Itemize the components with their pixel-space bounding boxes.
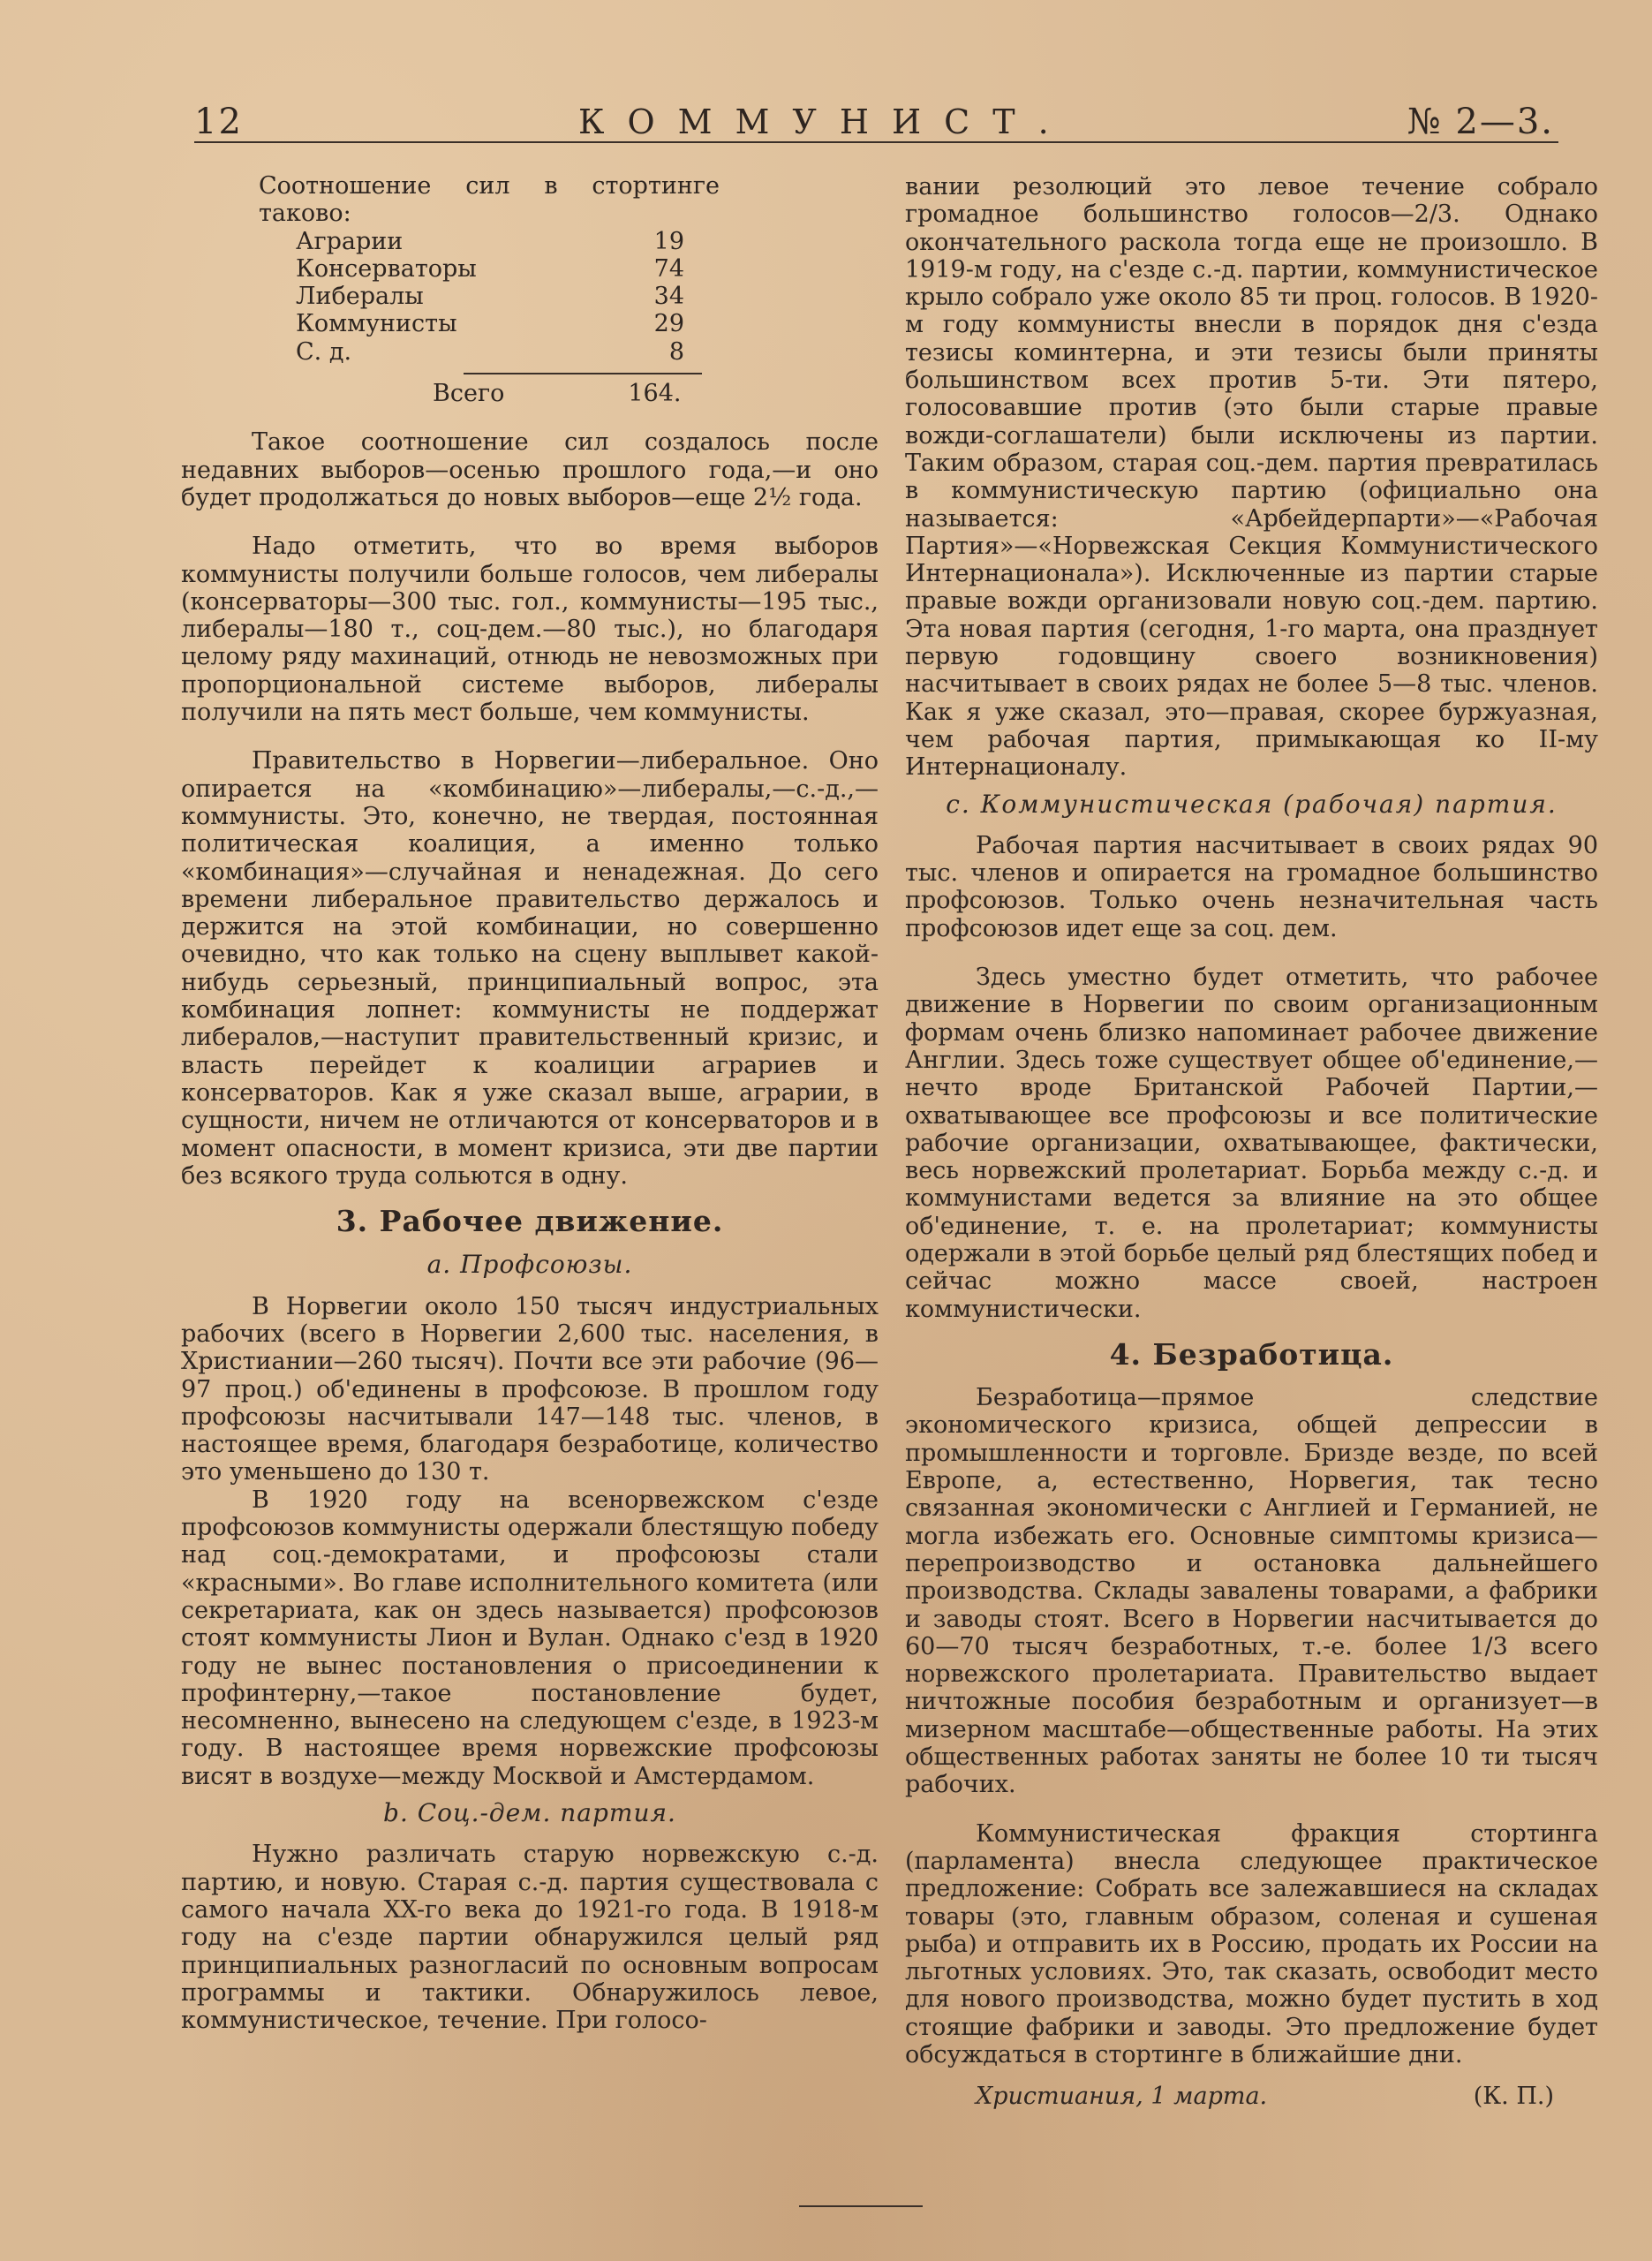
paragraph: В 1920 году на всенорвежском с'езде профсоюзов коммунисты одержали блестящую победу над соц.-демократами, и профсоюзы стали «красными». Во главе исполнительного комитета (или секретариата, как он здесь называется) профсоюзов стоят коммунисты Лион и Вулан. Однако с'езд в 1920 году не вынес постановления о присоединении к профинтерну,—такое постановление будет, несомненно, вынесено на следующем с'езде, в 1923-м году. В настоящее время норвежские профсоюзы висят в воздухе—между Москвой и Амстердамом. — [181, 1486, 879, 1790]
party-name: Аграрии — [296, 227, 404, 255]
party-seats: 29 — [653, 310, 684, 338]
paragraph: Рабочая партия насчитывает в своих рядах 90 тыс. членов и опирается на громадное большинство профсоюзов. Только очень незначительная часть профсоюзов идет еще за соц. дем. — [905, 831, 1598, 942]
left-column — [181, 172, 879, 2034]
party-seats: 74 — [653, 254, 684, 283]
bottom-rule — [799, 2205, 923, 2207]
header-rule — [194, 141, 1558, 143]
spacer — [905, 942, 1598, 964]
paragraph: Надо отметить, что во время выборов коммунисты получили больше голосов, чем либералы (консерваторы—300 тыс. гол., коммунисты—195 тыс., либералы—180 т., соц-дем.—80 тыс.), но благодаря целому ряду махинаций, отнюдь не невозможных при пропорциональной системе выборов, либералы получили на пять мест больше, чем коммунисты. — [181, 533, 879, 727]
subsection-heading: a. Профсоюзы. — [426, 1250, 633, 1280]
paragraph: Правительство в Норвегии—либеральное. Оно опирается на «комбинацию»—либералы,—с.-д.,—коммунисты. Это, конечно, не твердая, постоянная политическая коалиция, а именно только «комбинация»—случайная и ненадежная. До сего времени либеральное правительство держалось и держится на этой комбинации, но совершенно очевидно, что как только на сцену выплывет какой-нибудь серьезный, принципиальный вопрос, эта комбинация лопнет: коммунисты не поддержат либералов,—наступит правительственный кризис, и власть перейдет к коалиции аграриев и консерваторов. Как я уже сказал выше, аграрии, в сущности, ничем не отличаются от консерваторов и в момент опасности, в момент кризиса, эти две партии без всякого труда сольются в одну. — [181, 747, 879, 1190]
party-seats: 34 — [653, 283, 684, 311]
party-name: С. д. — [296, 337, 352, 366]
subsection-heading: c. Коммунистическая (рабочая) партия. — [946, 789, 1558, 819]
spacer — [905, 1799, 1598, 1820]
total-value: 164. — [628, 380, 682, 408]
party-seats: 8 — [668, 337, 684, 366]
dateline: Христиания, 1 марта. — [976, 2083, 1268, 2111]
party-name: Коммунисты — [296, 310, 457, 338]
seats-row — [260, 255, 720, 283]
paragraph: Нужно различать старую норвежскую с.-д. партию, и новую. Старая с.-д. партия существовала с самого начала XX-го века до 1921-го года. В 1918-м году на с'езде партии обнаружился целый ряд принципиальных разногласий по основным вопросам программы и тактики. Обнаружилось левое, коммунистическое, течение. При голосо- — [181, 1841, 879, 2035]
seats-row — [260, 228, 720, 255]
seats-table-caption: Соотношение сил в стортинге таково: — [259, 172, 720, 228]
paragraph: В Норвегии около 150 тысяч индустриальных рабочих (всего в Норвегии 2,600 тыс. населения, в Христиании—260 тысяч). Почти все эти рабочие (96—97 проц.) об'единены в профсоюзе. В прошлом году профсоюзы насчитывали 147—148 тыс. членов, в настоящее время, благодаря безработице, количество это уменьшено до 130 т. — [181, 1292, 879, 1486]
issue-number: № 2—3. — [1407, 102, 1554, 142]
spacer — [181, 407, 879, 428]
seats-total-row — [260, 380, 720, 407]
right-column — [905, 173, 1598, 2111]
paragraph: Коммунистическая фракция стортинга (парламента) внесла следующее практическое предложение: Собрать все залежавшиеся на складах товары (это, главным образом, соленая и сушеная рыба) и отправить их в Россию, продать их России на льготных условиях. Это, так сказать, освободит место для нового производства, можно будет пустить в ход стоящие фабрики и заводы. Это предложение будет обсуждаться в стортинге в ближайшие дни. — [905, 1819, 1598, 2068]
spacer — [181, 511, 879, 533]
signature-line — [905, 2083, 1598, 2110]
table-total-rule — [464, 373, 702, 374]
paragraph: Такое соотношение сил создалось после недавних выборов—осенью прошлого года,—и оно будет продолжаться до новых выборов—еще 2½ года. — [181, 428, 879, 511]
spacer — [181, 726, 879, 747]
subsection-heading: b. Соц.-дем. партия. — [383, 1798, 676, 1828]
seats-row — [260, 310, 720, 337]
seats-table — [260, 172, 720, 407]
party-seats: 19 — [653, 227, 684, 255]
section-heading: 4. Безработица. — [1109, 1336, 1394, 1372]
author-initials: (К. П.) — [1473, 2083, 1554, 2111]
section-heading: 3. Рабочее движение. — [336, 1204, 724, 1239]
page-number: 12 — [194, 102, 243, 142]
paragraph: Безработица—прямое следствие экономического кризиса, общей депрессии в промышленности и торговле. Бризде везде, по всей Европе, а, естественно, Норвегия, так тесно связанная экономически с Англией и Германией, не могла избежать его. Основные симптомы кризиса—перепроизводство и остановка дальнейшего производства. Склады завалены товарами, а фабрики и заводы стоят. Всего в Норвегии насчитывается до 60—70 тысяч безработных, т.-е. более 1/3 всего норвежского пролетариата. Правительство выдает ничтожные пособия безработным и организует—в мизерном масштабе—общественные работы. На этих общественных работах заняты не более 10 ти тысяч рабочих. — [905, 1384, 1598, 1799]
seats-row — [260, 338, 720, 366]
seats-row — [260, 283, 720, 310]
newspaper-title: КОММУНИСТ. — [578, 102, 1072, 141]
total-label: Всего — [433, 380, 505, 408]
paragraph: Здесь уместно будет отметить, что рабочее движение в Норвегии по своим организационным формам очень близко напоминает рабочее движение Англии. Здесь тоже существует общее об'единение,—нечто вроде Британской Рабочей Партии,—охватывающее все профсоюзы и все политические рабочие организации, охватывающее, фактически, весь норвежский пролетариат. Борьба между с.-д. и коммунистами ведется за влияние на это общее об'единение, т. е. на пролетариат; коммунисты одержали в этой борьбе целый ряд блестящих побед и сейчас можно массе своей, настроен коммунистически. — [905, 964, 1598, 1323]
party-name: Либералы — [296, 283, 424, 311]
running-header — [194, 95, 1554, 148]
party-name: Консерваторы — [296, 254, 477, 283]
paragraph: вании резолюций это левое течение собрало громадное большинство голосов—2/3. Однако окончательного раскола тогда еще не произошло. В 1919-м году, на с'езде с.-д. партии, коммунистическое крыло собрало уже около 85 ти проц. голосов. В 1920-м году коммунисты внесли в порядок дня с'езда тезисы коминтерна, и эти тезисы были приняты большинством всех против 5-ти. Эти пятеро, голосовавшие против (это были старые правые вожди-соглашатели) были исключены из партии. Таким образом, старая соц.-дем. партия превратилась в коммунистическую партию (официально она называется: «Арбейдерпарти»—«Рабочая Партия»—«Норвежская Секция Коммунистического Интернационала»). Исключенные из партии старые правые вожди организовали новую соц.-дем. партию. Эта новая партия (сегодня, 1-го марта, она празднует первую годовщину своего возникновения) насчитывает в своих рядах не более 5—8 тыс. членов. Как я уже сказал, это—правая, скорее буржуазная, чем рабочая партия, примыкающая ко II-му Интернационалу. — [905, 173, 1598, 782]
